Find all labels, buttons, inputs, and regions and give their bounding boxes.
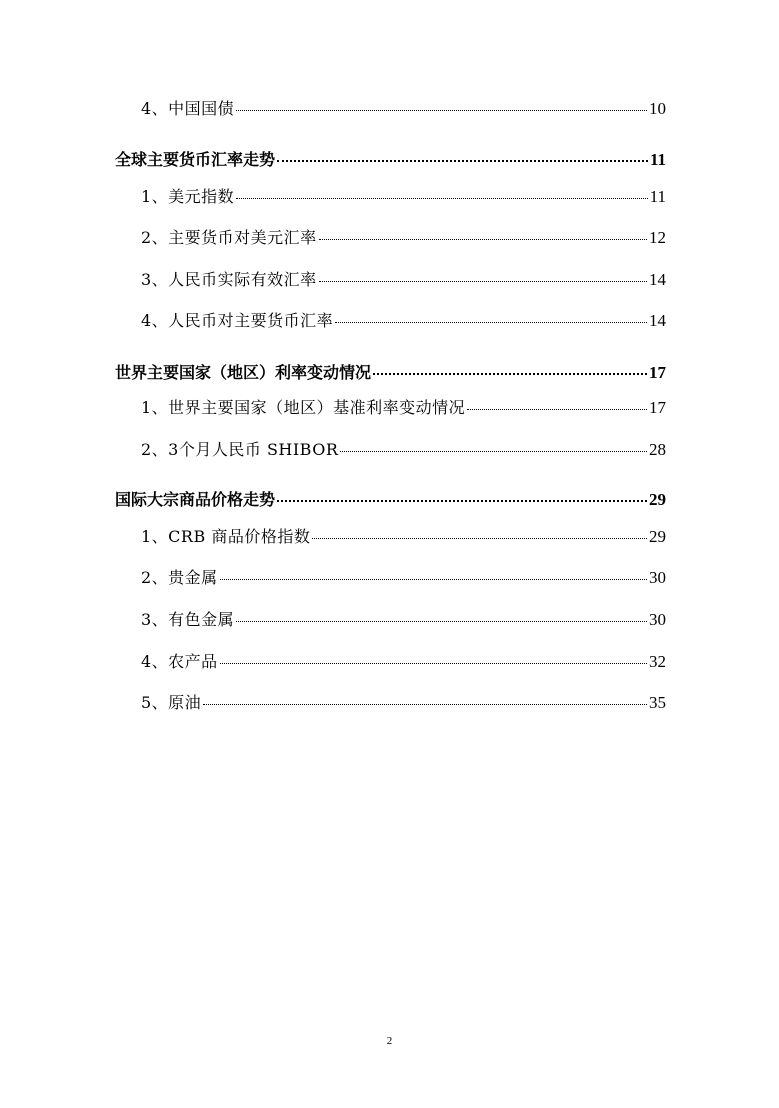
toc-section-interest-rates[interactable] xyxy=(115,363,666,383)
dot-leader xyxy=(277,500,647,502)
toc-entry-label: 4、农产品 xyxy=(141,652,218,671)
toc-entry-rmb-vs-major[interactable] xyxy=(141,311,666,331)
dot-leader xyxy=(373,373,647,375)
toc-entry-chinese-treasury[interactable] xyxy=(141,99,666,119)
toc-entry-label: 1、美元指数 xyxy=(141,187,235,206)
toc-entry-label: 2、贵金属 xyxy=(141,568,218,587)
toc-entry-page: 35 xyxy=(649,693,666,712)
toc-entry-page: 30 xyxy=(649,568,666,587)
toc-entry-page: 30 xyxy=(649,610,666,629)
toc-entry-dollar-index[interactable] xyxy=(141,187,666,207)
dot-leader xyxy=(220,579,647,580)
toc-section-title: 国际大宗商品价格走势 xyxy=(115,490,276,509)
toc-entry-label: 3、有色金属 xyxy=(141,610,235,629)
toc-entry-label: 1、世界主要国家（地区）基准利率变动情况 xyxy=(141,398,466,417)
dot-leader xyxy=(220,663,647,664)
toc-entry-nonferrous-metals[interactable] xyxy=(141,610,666,630)
toc-entry-page: 14 xyxy=(649,270,666,289)
toc-entry-page: 10 xyxy=(649,99,666,118)
toc-entry-benchmark-rates[interactable] xyxy=(141,398,666,418)
toc-entry-precious-metals[interactable] xyxy=(141,568,666,588)
dot-leader xyxy=(319,281,647,282)
toc-entry-label: 4、人民币对主要货币汇率 xyxy=(141,311,334,330)
toc-section-currency[interactable] xyxy=(115,150,666,170)
toc-entry-label: 2、主要货币对美元汇率 xyxy=(141,228,317,247)
toc-entry-major-vs-usd[interactable] xyxy=(141,228,666,248)
toc-entry-label: 1、CRB 商品价格指数 xyxy=(141,527,311,546)
toc-section-page: 29 xyxy=(649,490,666,509)
toc-entry-agriculture[interactable] xyxy=(141,652,666,672)
page-number: 2 xyxy=(386,1035,393,1047)
toc-entry-page: 29 xyxy=(649,527,666,546)
toc-entry-label: 5、原油 xyxy=(141,693,202,712)
dot-leader xyxy=(340,451,647,452)
dot-leader xyxy=(277,160,648,162)
toc-section-title: 全球主要货币汇率走势 xyxy=(115,150,276,169)
toc-entry-page: 14 xyxy=(649,311,666,330)
toc-entry-label: 3、人民币实际有效汇率 xyxy=(141,270,317,289)
dot-leader xyxy=(312,538,647,539)
toc-entry-page: 32 xyxy=(649,652,666,671)
dot-leader xyxy=(319,239,647,240)
toc-entry-crb-index[interactable] xyxy=(141,527,666,547)
toc-entry-rmb-reer[interactable] xyxy=(141,270,666,290)
toc-entry-crude-oil[interactable] xyxy=(141,693,666,713)
toc-entry-page: 12 xyxy=(649,228,666,247)
toc-entry-page: 28 xyxy=(649,440,666,459)
dot-leader xyxy=(236,621,647,622)
toc-entry-shibor[interactable] xyxy=(141,440,666,460)
toc-entry-page: 11 xyxy=(649,187,666,206)
toc-entry-label: 2、3个月人民币 SHIBOR xyxy=(141,440,339,459)
dot-leader xyxy=(335,322,647,323)
dot-leader xyxy=(203,704,647,705)
toc-section-page: 17 xyxy=(649,363,666,382)
toc-section-commodities[interactable] xyxy=(115,490,666,510)
dot-leader xyxy=(467,409,647,410)
dot-leader xyxy=(236,110,647,111)
toc-entry-label: 4、中国国债 xyxy=(141,99,235,118)
toc-section-title: 世界主要国家（地区）利率变动情况 xyxy=(115,363,372,382)
dot-leader xyxy=(236,198,647,199)
toc-section-page: 11 xyxy=(649,150,666,169)
toc-entry-page: 17 xyxy=(649,398,666,417)
